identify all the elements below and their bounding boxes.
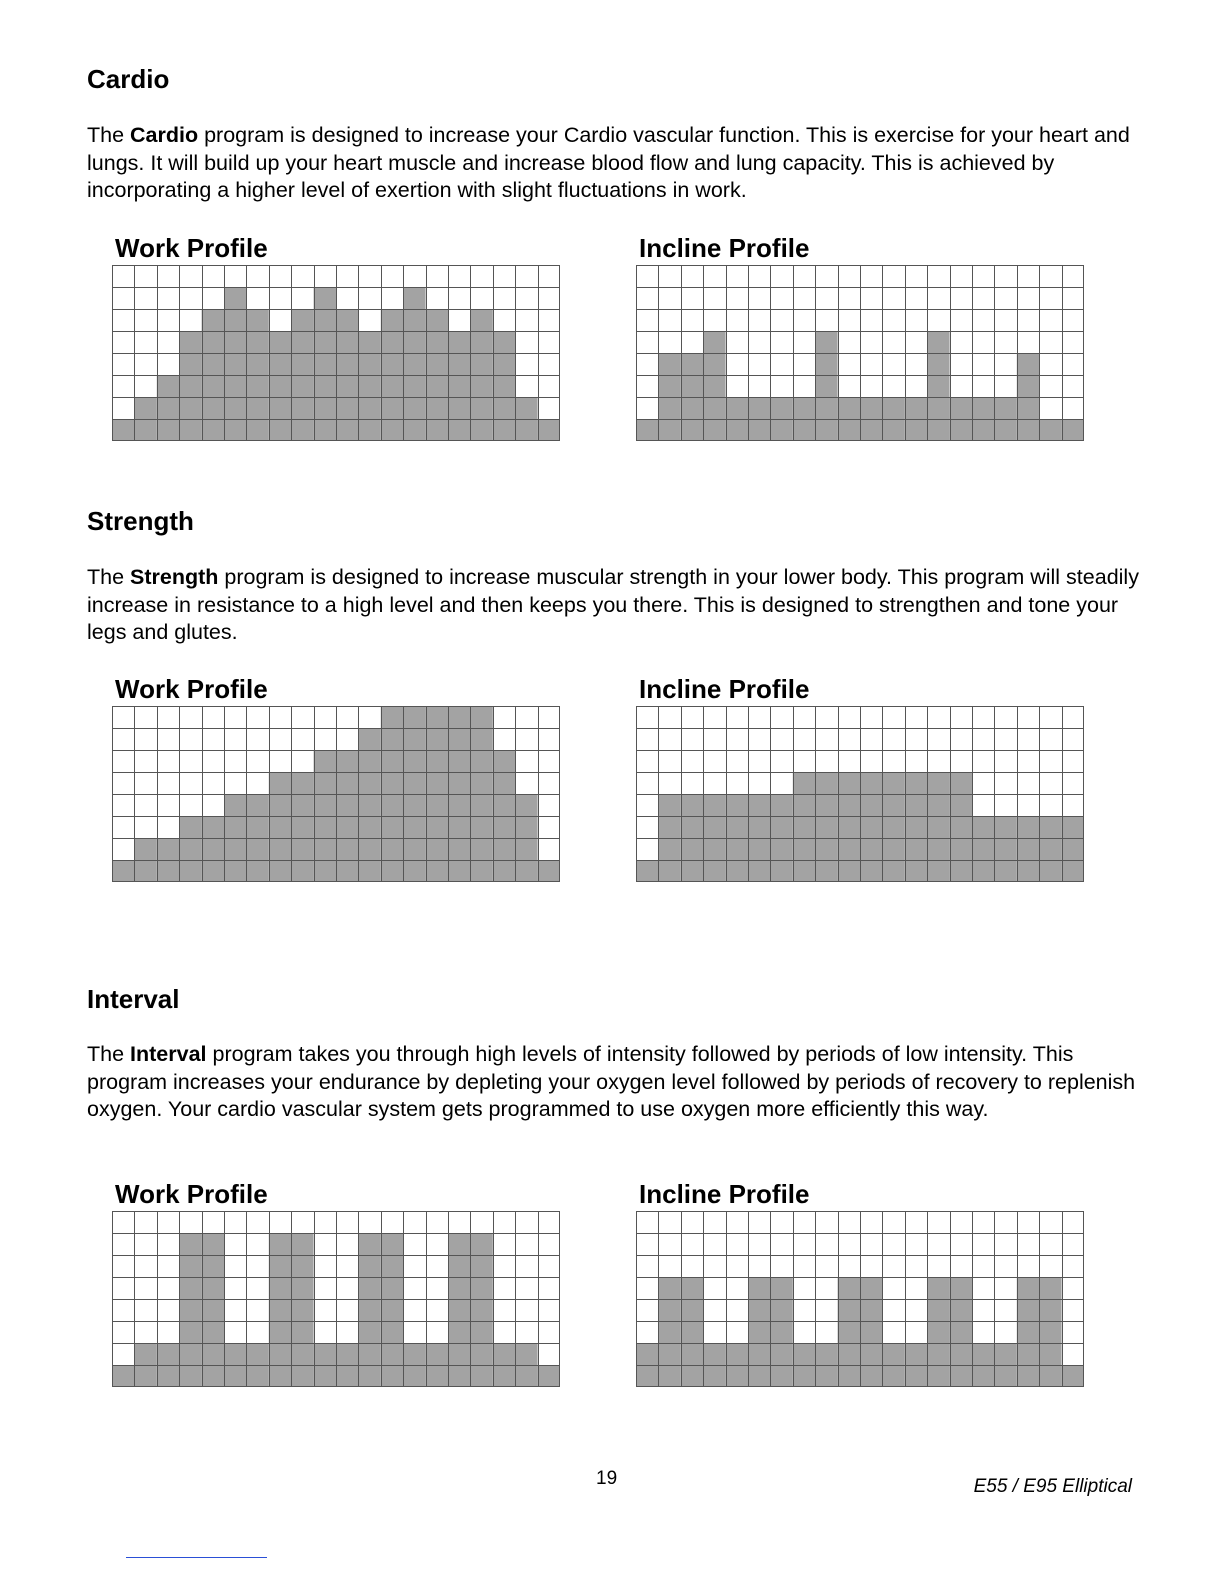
description-text: program is designed to increase muscular strength in your lower body. This program will steadily increase in resistance to a high level and then keeps you there. This is designed to strengthen and tone your legs and glutes. <box>87 565 1139 644</box>
work-bar-segment-17 <box>470 1233 492 1387</box>
incline-bar-segment-16 <box>972 816 994 882</box>
incline-bar-segment-4 <box>703 331 725 441</box>
work-profile-chart <box>112 265 560 441</box>
footer-model-name: E55 / E95 Elliptical <box>973 1476 1132 1497</box>
incline-bar-segment-15 <box>950 1277 972 1387</box>
incline-bar-segment-14 <box>927 1277 949 1387</box>
work-bar-segment-9 <box>291 772 313 882</box>
incline-bar-segment-20 <box>1062 419 1084 441</box>
incline-profile-label: Incline Profile <box>639 1179 810 1209</box>
incline-bar-segment-20 <box>1062 816 1084 882</box>
work-profile-label: Work Profile <box>115 1179 268 1209</box>
section-description <box>87 1041 1147 1124</box>
work-bar-segment-12 <box>358 1233 380 1387</box>
incline-bar-segment-9 <box>815 331 837 441</box>
incline-bar-segment-10 <box>838 1277 860 1387</box>
description-lead: The <box>87 1042 131 1066</box>
work-profile-chart <box>112 706 560 882</box>
work-bar-segment-14 <box>403 287 425 441</box>
work-bar-segment-20 <box>538 860 560 882</box>
incline-bar-segment-7 <box>770 1277 792 1387</box>
incline-bar-segment-2 <box>658 1277 680 1387</box>
incline-bar-segment-1 <box>636 419 658 441</box>
incline-bar-segment-3 <box>681 1277 703 1387</box>
incline-bar-segment-13 <box>905 772 927 882</box>
work-bar-segment-20 <box>538 1365 560 1387</box>
incline-profile-chart <box>636 265 1084 441</box>
incline-bar-segment-10 <box>838 772 860 882</box>
work-bar-segment-8 <box>269 331 291 441</box>
incline-bar-segment-11 <box>860 772 882 882</box>
program-name: Strength <box>130 565 219 589</box>
incline-bar-segment-19 <box>1039 1277 1061 1387</box>
work-bar-segment-4 <box>179 816 201 882</box>
work-bar-segment-16 <box>448 1233 470 1387</box>
section-description <box>87 122 1147 205</box>
work-bar-segment-5 <box>202 816 224 882</box>
incline-bar-segment-11 <box>860 1277 882 1387</box>
work-bar-segment-20 <box>538 419 560 441</box>
incline-profile-label: Incline Profile <box>639 674 810 704</box>
page-number: 19 <box>596 1468 618 1489</box>
footer-rule <box>126 1557 267 1558</box>
work-profile-chart <box>112 1211 560 1387</box>
program-name: Cardio <box>130 123 199 147</box>
work-bar-segment-18 <box>493 331 515 441</box>
work-bar-segment-13 <box>381 1233 403 1387</box>
incline-bar-segment-14 <box>927 331 949 441</box>
incline-bar-segment-9 <box>815 772 837 882</box>
incline-bar-segment-8 <box>793 772 815 882</box>
incline-bar-segment-17 <box>994 816 1016 882</box>
incline-bar-segment-18 <box>1017 1277 1039 1387</box>
section-title: Cardio <box>87 64 170 94</box>
description-lead: The <box>87 123 131 147</box>
incline-bar-segment-15 <box>950 772 972 882</box>
incline-bar-segment-14 <box>927 772 949 882</box>
work-bar-segment-5 <box>202 1233 224 1387</box>
work-bar-segment-1 <box>112 860 134 882</box>
program-name: Interval <box>130 1042 207 1066</box>
work-bar-segment-8 <box>269 772 291 882</box>
incline-profile-chart <box>636 1211 1084 1387</box>
work-bar-segment-4 <box>179 331 201 441</box>
section-title: Interval <box>87 984 180 1014</box>
work-bar-segment-1 <box>112 419 134 441</box>
incline-profile-chart <box>636 706 1084 882</box>
work-bar-segment-6 <box>224 287 246 441</box>
work-bar-segment-1 <box>112 1365 134 1387</box>
work-bar-segment-16 <box>448 331 470 441</box>
section-description <box>87 564 1147 647</box>
incline-bar-segment-18 <box>1017 816 1039 882</box>
incline-bar-segment-12 <box>882 772 904 882</box>
incline-bar-segment-6 <box>748 1277 770 1387</box>
section-title: Strength <box>87 506 194 536</box>
description-lead: The <box>87 565 131 589</box>
work-bar-segment-12 <box>358 331 380 441</box>
incline-bar-segment-1 <box>636 860 658 882</box>
work-profile-label: Work Profile <box>115 674 268 704</box>
incline-bar-segment-19 <box>1039 816 1061 882</box>
work-bar-segment-9 <box>291 1233 313 1387</box>
incline-bar-segment-19 <box>1039 419 1061 441</box>
description-text: program takes you through high levels of intensity followed by periods of low intensity. This program increases your endurance by depleting your oxygen level followed by periods of recovery to replenish oxygen. Your cardio vascular system gets programmed to use oxygen more efficiently this way. <box>87 1042 1136 1121</box>
incline-bar-segment-20 <box>1062 1365 1084 1387</box>
work-bar-segment-8 <box>269 1233 291 1387</box>
work-bar-segment-12 <box>358 728 380 882</box>
work-profile-label: Work Profile <box>115 233 268 263</box>
work-bar-segment-3 <box>157 375 179 441</box>
description-text: program is designed to increase your Cardio vascular function. This is exercise for your heart and lungs. It will build up your heart muscle and increase blood flow and lung capacity. This is achieved by incorporating a higher level of exertion with slight fluctuations in work. <box>87 123 1130 202</box>
incline-profile-label: Incline Profile <box>639 233 810 263</box>
work-bar-segment-4 <box>179 1233 201 1387</box>
work-bar-segment-10 <box>314 287 336 441</box>
